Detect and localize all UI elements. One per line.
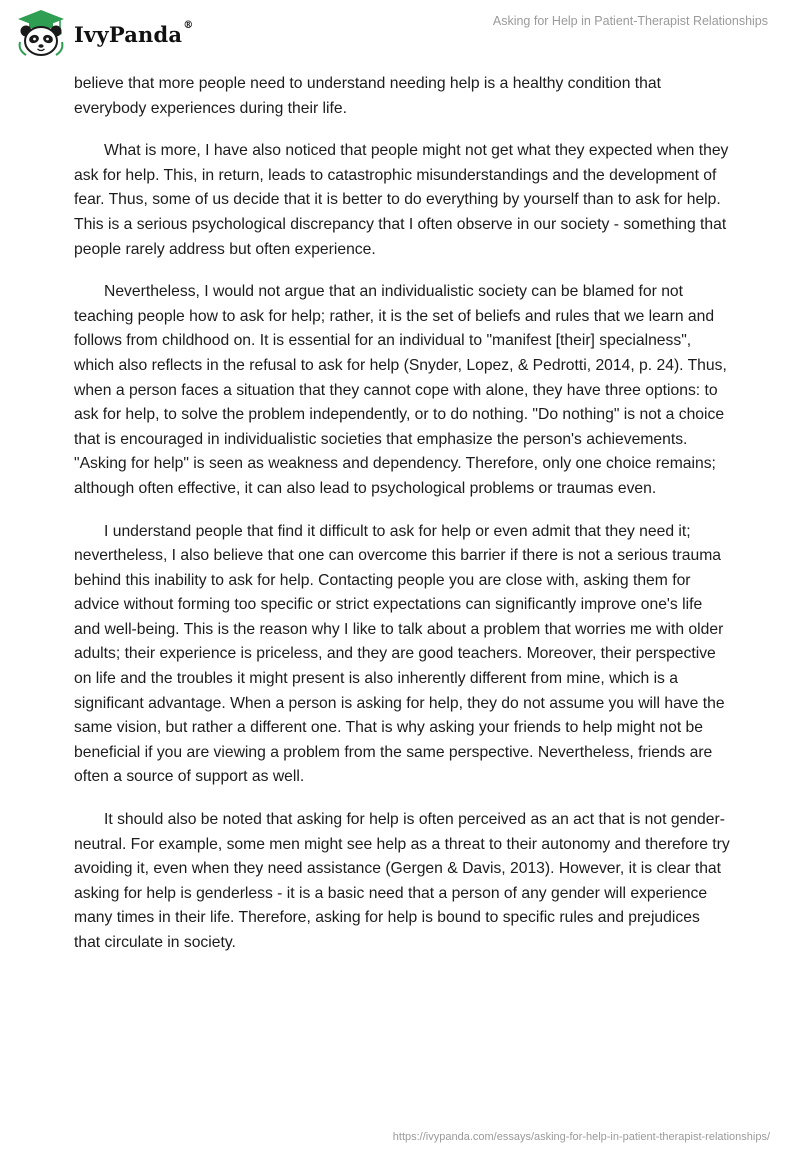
paragraph-1: believe that more people need to understand needing help is a healthy condition that everybody experiences during their life. <box>74 75 661 117</box>
logo-text: IvyPanda® <box>74 19 194 47</box>
paragraph-3: Nevertheless, I would not argue that an individualistic society can be blamed for not teaching people how to ask for help; rather, it is the set of beliefs and rules that we learn and follows from childhood on. It is essential for an individual to "manifest [their] specialness", which also reflects in the refusal to ask for help (Snyder, Lopez, & Pedrotti, 2014, p. 24). Thus, when a person faces a situation that they cannot cope with alone, they have three options: to ask for help, to solve the problem independently, or to do nothing. "Do nothing" is not a choice that is encouraged in individualistic societies that emphasize the person's achievements. "Asking for help" is seen as weakness and dependency. Therefore, only one choice remains; although often effective, it can also lead to psychological problems or traumas even. <box>74 283 727 497</box>
paragraph-4: I understand people that find it difficult to ask for help or even admit that they need it; nevertheless, I also believe that one can overcome this barrier if there is not a serious trauma behind this inability to ask for help. Contacting people you are close with, asking them for advice without forming too specific or strict expectations can significantly improve one's life and well-being. This is the reason why I like to talk about a problem that worries me with older adults; their experience is priceless, and they are good teachers. Moreover, their perspective on life and the troubles it might present is also inherently different from mine, which is a significant advantage. When a person is asking for help, they do not assume you will have the same vision, but rather a different one. That is why asking your friends to help might not be beneficial if you are viewing a problem from the same perspective. Nevertheless, friends are often a source of support as well. <box>74 522 725 786</box>
document-title: Asking for Help in Patient-Therapist Relationships <box>492 14 768 28</box>
paragraph-5: It should also be noted that asking for help is often perceived as an act that is not gender-neutral. For example, some men might see help as a threat to their autonomy and therefore try avoiding it, even when they need assistance (Gergen & Davis, 2013). However, it is clear that asking for help is genderless - it is a basic need that a person of any gender will experience many times in their life. Therefore, asking for help is bound to specific rules and prejudices that circulate in society. <box>74 811 730 951</box>
page-header <box>0 0 800 64</box>
paragraph-2: What is more, I have also noticed that people might not get what they expected when they ask for help. This, in return, leads to catastrophic misunderstandings and the development of fear. Thus, some of us decide that it is better to do everything by yourself than to ask for help. This is a serious psychological discrepancy that I often observe in our society - something that people rarely address but often experience. <box>74 142 729 258</box>
ivypanda-logo[interactable] <box>14 8 193 58</box>
essay-body <box>74 72 730 974</box>
registered-mark: ® <box>183 19 194 31</box>
panda-graduate-icon <box>14 8 68 58</box>
footer-url[interactable]: https://ivypanda.com/essays/asking-for-help-in-patient-therapist-relationships/ <box>392 1131 770 1143</box>
